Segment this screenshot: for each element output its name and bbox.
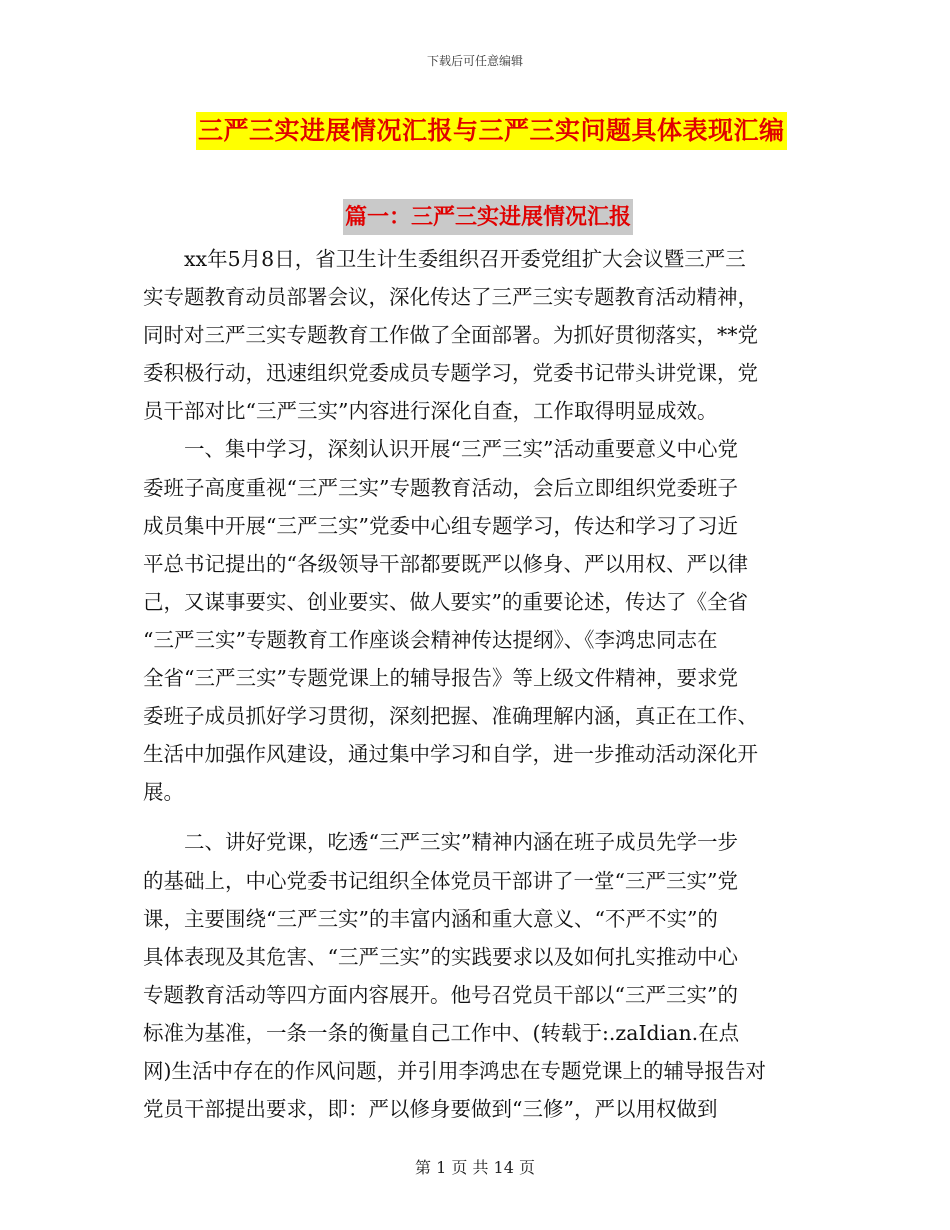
text-line: 委班子成员抓好学习贯彻，深刻把握、准确理解内涵，真正在工作、 — [143, 704, 758, 729]
paragraph — [143, 240, 823, 430]
text-line: 生活中加强作风建设，通过集中学习和自学，进一步推动活动深化开 — [143, 742, 758, 767]
text-line: 委班子高度重视“三严三实”专题教育活动，会后立即组织党委班子 — [143, 475, 738, 500]
text-line: 网)生活中存在的作风问题，并引用李鸿忠在专题党课上的辅导报告对 — [143, 1058, 766, 1083]
text-line: 的基础上，中心党委书记组织全体党员干部讲了一堂“三严三实”党 — [143, 868, 738, 893]
text-line: 平总书记提出的“各级领导干部都要既严以修身、严以用权、严以律 — [143, 551, 748, 576]
section-title: 篇一：三严三实进展情况汇报 — [343, 199, 633, 235]
text-line: 全省“三严三实”专题党课上的辅导报告》等上级文件精神，要求党 — [143, 666, 738, 691]
text-line: xx年5月8日，省卫生计生委组织召开委党组扩大会议暨三严三 — [143, 247, 746, 271]
text-line: 标准为基准，一条一条的衡量自己工作中、(转载于:.zaIdian.在点 — [143, 1020, 740, 1045]
text-line: 一、集中学习，深刻认识开展“三严三实”活动重要意义中心党 — [143, 437, 738, 462]
text-line: 展。 — [143, 780, 184, 805]
text-line: 实专题教育动员部署会议，深化传达了三严三实专题教育活动精神， — [143, 285, 758, 310]
text-line: 己，又谋事要实、创业要实、做人要实”的重要论述，传达了《全省 — [143, 589, 748, 614]
text-line: 员干部对比“三严三实”内容进行深化自查，工作取得明显成效。 — [143, 399, 718, 424]
text-line: 二、讲好党课，吃透“三严三实”精神内涵在班子成员先学一步 — [143, 830, 738, 855]
header-note: 下载后可任意编辑 — [426, 54, 523, 68]
text-line: 同时对三严三实专题教育工作做了全面部署。为抓好贯彻落实，**党 — [143, 323, 758, 348]
text-line: 委积极行动，迅速组织党委成员专题学习，党委书记带头讲党课，党 — [143, 361, 758, 386]
body-text — [143, 240, 823, 1128]
text-line: 课，主要围绕“三严三实”的丰富内涵和重大意义、“不严不实”的 — [143, 906, 718, 931]
document-title: 三严三实进展情况汇报与三严三实问题具体表现汇编 — [196, 112, 787, 150]
page-number-footer: 第 1 页 共 14 页 — [415, 1158, 535, 1177]
text-line: “三严三实”专题教育工作座谈会精神传达提纲》、《李鸿忠同志在 — [143, 627, 718, 652]
paragraph — [143, 823, 823, 1128]
text-line: 专题教育活动等四方面内容展开。他号召党员干部以“三严三实”的 — [143, 982, 738, 1007]
paragraph — [143, 430, 823, 811]
text-line: 成员集中开展“三严三实”党委中心组专题学习，传达和学习了习近 — [143, 513, 738, 538]
text-line: 具体表现及其危害、“三严三实”的实践要求以及如何扎实推动中心 — [143, 944, 738, 969]
text-line: 党员干部提出要求，即：严以修身要做到“三修”，严以用权做到 — [143, 1097, 718, 1122]
